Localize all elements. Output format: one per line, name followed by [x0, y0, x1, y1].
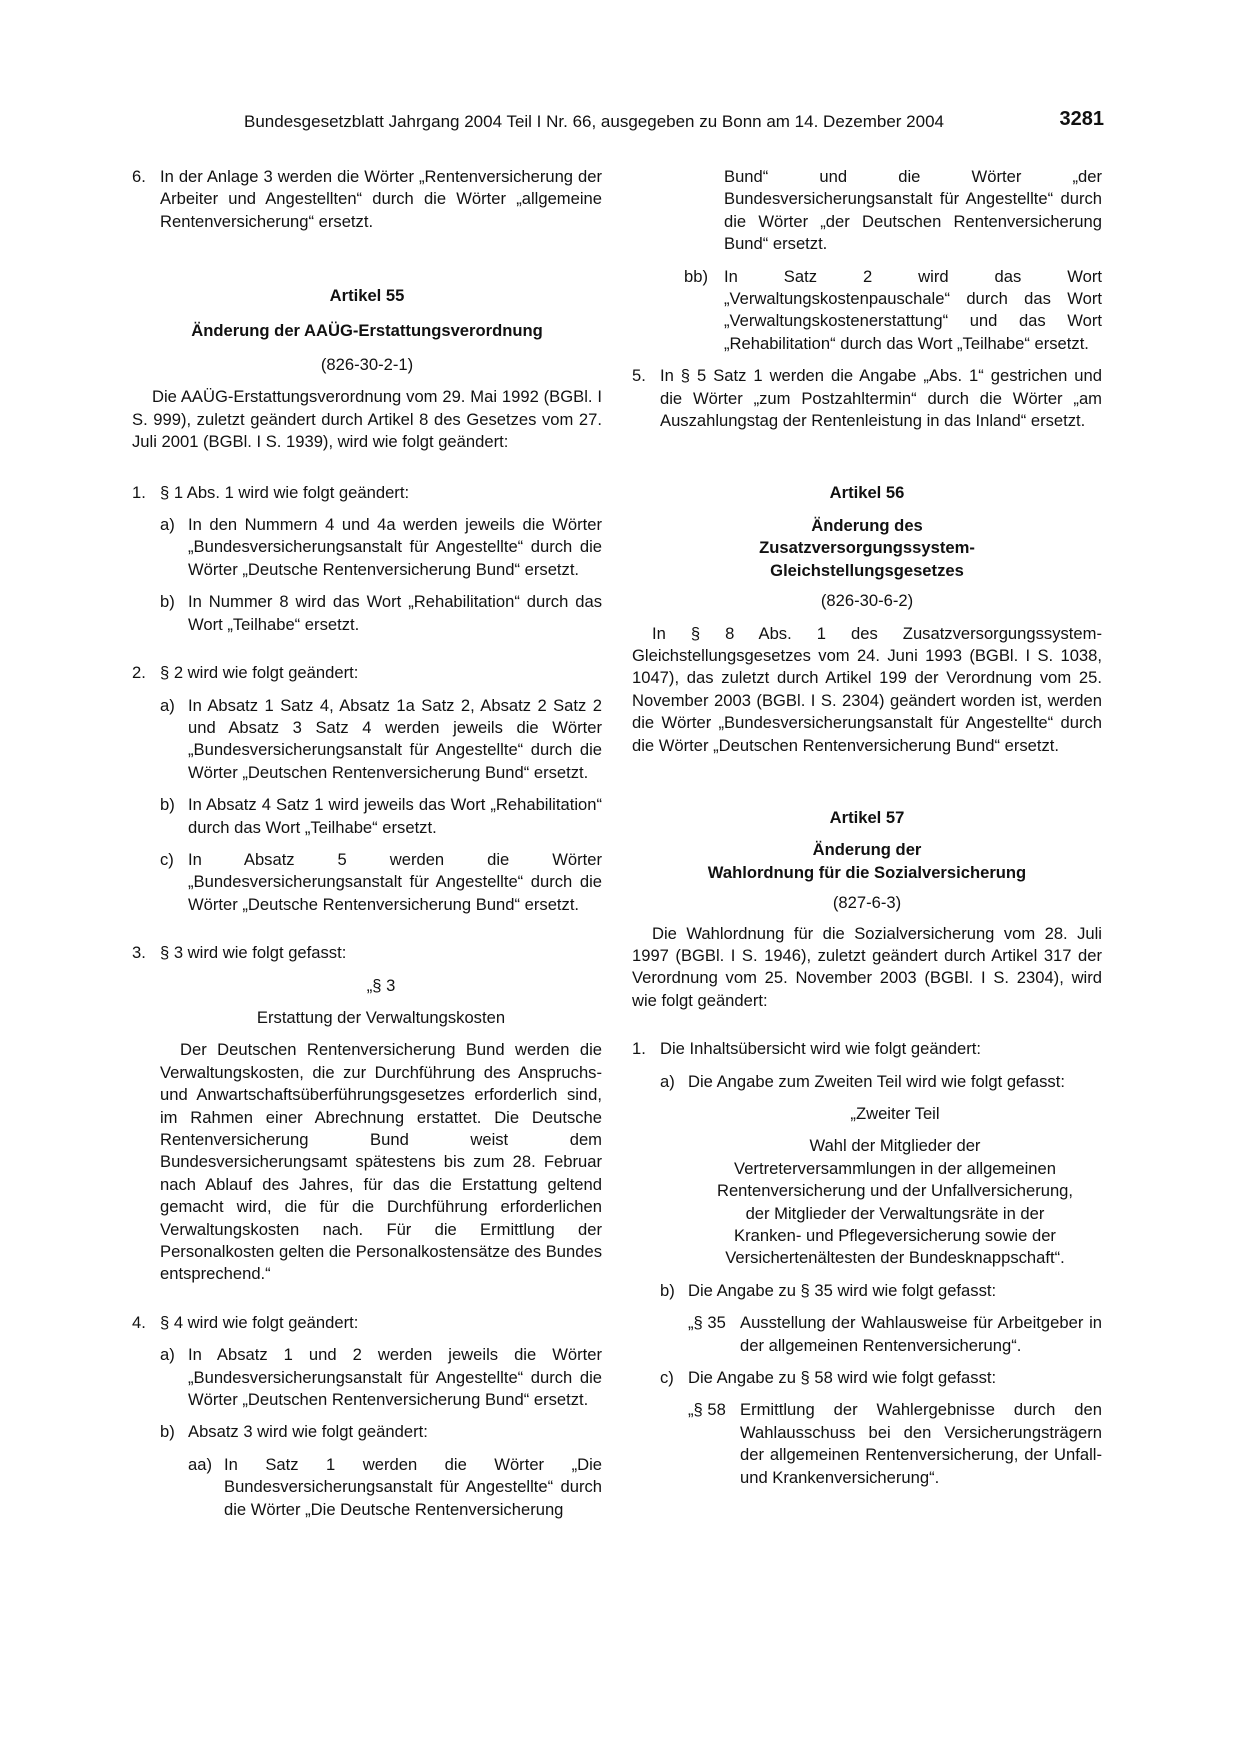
article-title: Artikel 56	[829, 483, 905, 503]
section-title: „§ 3	[366, 975, 396, 995]
article-code: (827-6-3)	[832, 893, 902, 913]
item-number: 4.	[132, 1312, 146, 1332]
list-item	[188, 1454, 602, 1521]
continued-text: Bund“ und die Wörter „der Bundesversicherungsanstalt für Angestellte“ durch die Wörter „der Deutschen Rentenversicherung Bund“ ersetzt.	[724, 167, 1102, 254]
article-title: Artikel 57	[829, 807, 905, 827]
left-column	[132, 166, 602, 1521]
list-item	[660, 1280, 1102, 1302]
item-text: In Satz 2 wird das Wort „Verwaltungskostenpauschale“ durch das Wort „Verwaltungskostenerstattung“ und das Wort „Rehabilitation“ durch das Wort „Teilhabe“ ersetzt.	[724, 266, 1102, 353]
item-text: § 3 wird wie folgt gefasst:	[160, 943, 347, 963]
article-text: In § 8 Abs. 1 des Zusatzversorgungssystem-Gleichstellungsgesetzes vom 24. Juni 1993 (BGBl. I S. 1038, 1047), das zuletzt durch Artikel 199 der Verordnung vom 25. November 2003 (BGBl. I S. 2304) geändert worden ist, werden die Wörter „Bundesversicherungsanstalt für Angestellte“ durch die Wörter „Deutschen Rentenversicherung Bund“ ersetzt.	[632, 623, 1102, 755]
gazette-title: Bundesgesetzblatt Jahrgang 2004 Teil I Nr. 66, ausgegeben zu Bonn am 14. Dezember 2004	[244, 112, 944, 131]
article-heading: Änderung des	[811, 515, 923, 535]
part-line: Wahl der Mitglieder der	[809, 1136, 981, 1156]
item-number: b)	[160, 1422, 175, 1442]
item-number: c)	[660, 1368, 674, 1388]
item-number: a)	[160, 1345, 175, 1365]
item-text: Die Angabe zu § 35 wird wie folgt gefasst:	[688, 1280, 997, 1300]
item-number: b)	[160, 795, 175, 815]
part-line: Rentenversicherung und der Unfallversicherung,	[716, 1181, 1074, 1201]
item-text: In § 5 Satz 1 werden die Angabe „Abs. 1“ gestrichen und die Wörter „zum Postzahltermin“ durch die Wörter „am Auszahlungstag der Rentenleistung in das Inland“ ersetzt.	[660, 366, 1102, 431]
page-header	[244, 108, 1104, 138]
item-number: c)	[160, 849, 174, 869]
item-text: Absatz 3 wird wie folgt geändert:	[188, 1422, 428, 1442]
item-text: Die Angabe zum Zweiten Teil wird wie folgt gefasst:	[688, 1071, 1065, 1091]
section-text: Der Deutschen Rentenversicherung Bund werden die Verwaltungskosten, die zur Durchführung des Anspruchs- und Anwartschaftsüberführungsgesetzes erforderlich sind, im Rahmen einer Abrechnung erstattet. Die Deutsche Rentenversicherung Bund weist dem Bundesversicherungsamt spätestens bis zum 28. Februar nach Ablauf des Jahres, für das die Erstattung geltend gemacht wird, die für die Durchführung erforderlichen Verwaltungskosten nach. Für die Ermittlung der Personalkosten gelten die Personalkostensätze des Bundes entsprechend.“	[160, 1040, 602, 1284]
part-title: „Zweiter Teil	[850, 1104, 940, 1123]
list-item	[632, 1038, 1102, 1060]
section-number: „§ 35	[688, 1313, 726, 1333]
item-number: a)	[660, 1071, 675, 1091]
list-item	[132, 942, 602, 964]
list-item	[132, 662, 602, 684]
part-line: Vertreterversammlungen in der allgemeinen	[734, 1158, 1056, 1178]
item-text: Die Angabe zu § 58 wird wie folgt gefasst:	[688, 1368, 997, 1388]
list-item	[160, 794, 602, 839]
list-item	[660, 1071, 1102, 1093]
item-number: 1.	[632, 1039, 646, 1059]
item-text: In Nummer 8 wird das Wort „Rehabilitation“ durch das Wort „Teilhabe“ ersetzt.	[188, 592, 602, 634]
section-text: Ausstellung der Wahlausweise für Arbeitgeber in der allgemeinen Rentenversicherung“.	[740, 1313, 1102, 1355]
list-item	[132, 482, 602, 504]
item-number: 2.	[132, 663, 146, 683]
section-text: Ermittlung der Wahlergebnisse durch den Wahlausschuss bei den Versicherungsträgern der allgemeinen Rentenversicherung, der Unfall- und Krankenversicherung“.	[740, 1400, 1102, 1487]
article-heading: Zusatzversorgungssystem-	[759, 538, 975, 558]
item-number: a)	[160, 695, 175, 715]
item-number: 1.	[132, 482, 146, 502]
list-item	[160, 591, 602, 636]
item-text: In Absatz 5 werden die Wörter „Bundesversicherungsanstalt für Angestellte“ durch die Wörter „Deutsche Rentenversicherung Bund“ ersetzt.	[188, 849, 602, 914]
part-line: Versichertenältesten der Bundesknappschaft“.	[725, 1248, 1065, 1268]
list-item	[684, 266, 1102, 356]
item-text: In Absatz 1 und 2 werden jeweils die Wörter „Bundesversicherungsanstalt für Angestellte“ durch die Wörter „Deutschen Rentenversicherung Bund“ ersetzt.	[188, 1345, 602, 1410]
item-text: In den Nummern 4 und 4a werden jeweils die Wörter „Bundesversicherungsanstalt für Angestellte“ durch die Wörter „Deutsche Rentenversicherung Bund“ ersetzt.	[188, 515, 602, 579]
list-item	[632, 365, 1102, 432]
article-intro: Die AAÜG-Erstattungsverordnung vom 29. Mai 1992 (BGBl. I S. 999), zuletzt geändert durch Artikel 8 des Gesetzes vom 27. Juli 2001 (BGBl. I S. 1939), wird wie folgt geändert:	[132, 387, 602, 452]
article-heading: Änderung der	[812, 840, 922, 860]
item-number: b)	[660, 1280, 675, 1300]
list-item	[132, 1312, 602, 1334]
quoted-heading	[688, 1103, 1102, 1270]
item-number: aa)	[188, 1454, 212, 1474]
item-text: In der Anlage 3 werden die Wörter „Rentenversicherung der Arbeiter und Angestellten“ durch die Wörter „allgemeine Rentenversicherung“ ersetzt.	[160, 167, 602, 231]
item-text: Die Inhaltsübersicht wird wie folgt geändert:	[660, 1039, 981, 1059]
article-intro: Die Wahlordnung für die Sozialversicherung vom 28. Juli 1997 (BGBl. I S. 1946), zuletzt geändert durch Artikel 317 der Verordnung vom 25. November 2003 (BGBl. I S. 2304), wird wie folgt geändert:	[632, 923, 1102, 1010]
right-column	[632, 166, 1102, 1489]
article-heading: Wahlordnung für die Sozialversicherung	[707, 862, 1027, 882]
list-item	[160, 1344, 602, 1411]
article-title: Artikel 55	[329, 286, 405, 306]
article-heading: Gleichstellungsgesetzes	[770, 560, 964, 580]
item-text: § 4 wird wie folgt geändert:	[160, 1312, 359, 1332]
article-code: (826-30-2-1)	[320, 355, 414, 375]
item-text: In Absatz 4 Satz 1 wird jeweils das Wort „Rehabilitation“ durch das Wort „Teilhabe“ ersetzt.	[188, 795, 602, 837]
list-item	[160, 695, 602, 785]
part-line: Kranken- und Pflegeversicherung sowie der	[734, 1226, 1056, 1246]
item-number: 6.	[132, 167, 146, 186]
item-text: § 2 wird wie folgt geändert:	[160, 663, 359, 683]
part-line: der Mitglieder der Verwaltungsräte in der	[745, 1203, 1045, 1223]
list-item	[160, 849, 602, 916]
section-number: „§ 58	[688, 1400, 726, 1420]
section-entry	[688, 1399, 1102, 1489]
section-heading: Erstattung der Verwaltungskosten	[256, 1007, 506, 1027]
list-item	[660, 1367, 1102, 1389]
article-heading: Änderung der AAÜG-Erstattungsverordnung	[191, 320, 543, 340]
item-number: 3.	[132, 943, 146, 963]
item-text: § 1 Abs. 1 wird wie folgt geändert:	[160, 482, 410, 502]
item-number: b)	[160, 592, 175, 612]
item-number: bb)	[684, 266, 708, 286]
item-text: In Satz 1 werden die Wörter „Die Bundesversicherungsanstalt für Angestellte“ durch die Wörter „Die Deutsche Rentenversicherung	[224, 1454, 602, 1519]
list-item	[132, 166, 602, 233]
list-item	[160, 1421, 602, 1443]
section-entry	[688, 1312, 1102, 1357]
item-text: In Absatz 1 Satz 4, Absatz 1a Satz 2, Absatz 2 Satz 2 und Absatz 3 Satz 4 werden jeweils die Wörter „Bundesversicherungsanstalt für Angestellte“ durch die Wörter „Deutschen Rentenversicherung Bund“ ersetzt.	[188, 695, 602, 782]
item-number: a)	[160, 515, 175, 535]
item-number: 5.	[632, 366, 646, 386]
article-code: (826-30-6-2)	[820, 591, 914, 611]
list-item	[160, 514, 602, 581]
page-number: 3281	[1059, 108, 1104, 130]
